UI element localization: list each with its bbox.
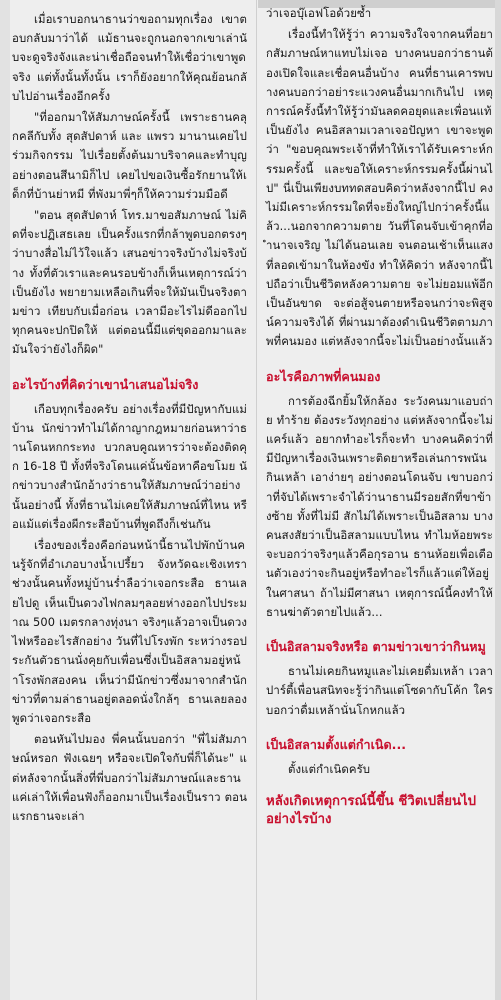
left-paragraph-1: เมื่อเราบอกนาธานว่าขอถามทุกเรื่อง เขาตอบกลับมาว่าได้ แม้ธานจะถูกนอกจากเขาเล่านับจะดูจริงจังและน่าเชื่อถือจนทำให้เชื่อว่าเขาพูดจริง แต่ทั้งนั้นทั้งนั้น เราก็ยังอยากให้คุณย้อนกลับไปอ่านเรื่องอีกครั้ง [12, 12, 247, 103]
right-paragraph-2: เรื่องนี้ทำให้รู้ว่า ความจริงใจจากคนที่อยากสัมภาษณ์หาแทบไม่เจอ บางคนบอกว่าธานต้องเปิดใจและเชื่อคนอื่นบ้าง คนที่ธานเคารพบางคนบอกว่าอย่าระแวงคนอื่นมากเกินไป เหตุการณ์ครั้งนี้ทำให้รู้ว่ามันลดคอยุดและเพื่อนแท้เป็นยังไง คนอิสลามเวลาเจอปัญหา เขาจะพูดว่า "ขอบคุณพระเจ้าที่ทำให้เราได้รับเคราะห์กรรมครั้งนี้ และขอให้เคราะห์กรรมครั้งนี้ผ่านไป" นี่เป็นเพียงบททดสอบคิดว่าหลังจากนี้ไป คงไม่มีเคราะห์กรรมใดที่จะยิ่งใหญ่ไปกว่าครั้งนี้แล้ว...นอกจากความตาย วันที่โดนจับเข้าคุกที่อำนาจเจริญ ไม่ได้นอนเลย จนตอนเช้าเห็นแสงที่ลอดเข้ามาในห้องขัง ทำให้คิดว่า หลังจากนี้ไปถือว่าเป็นชีวิตหลังความตาย จะไม่ยอมแพ้อีกเป็นอันขาด จะต่อสู้จนตายหรือจนกว่าจะพิสูจน์ความจริงได้ ที่ผ่านมาต้องดำเนินชีวิตตามภาพที่คนมอง แต่หลังจากนี้จะไม่เป็นอย่างนั้นแล้ว [266, 27, 493, 349]
left-paragraph-6: ตอนหันไปมอง พี่คนนั้นบอกว่า "พี่ไม่สัมภาษณ์หรอก ฟังเฉยๆ หรือจะเปิดใจกับพี่ก็ได้นะ" แต่หลังจากนั้นสิ่งที่พี่บอกว่าไม่สัมภาษณ์และธานแค่เล่าให้เพื่อนฟังก็ออกมาเป็นเรื่องเป็นราว ตอนแรกธานจะเล่า [12, 732, 247, 823]
left-heading-untrue-news: อะไรบ้างที่คิดว่าเขานำเสนอไม่จริง [12, 376, 199, 392]
right-heading-life-change: หลังเกิดเหตุการณ์นี้ขึ้น ชีวิตเปลี่ยนไปอย่างไรบ้าง [266, 793, 477, 827]
right-paragraph-5: ตั้งแต่กำเนิดครับ [288, 761, 371, 776]
left-paragraph-5: เรื่องของเรื่องคือก่อนหน้านี้ธานไปพักบ้านคนรู้จักที่อำเภอบางน้ำเปรี้ยว จังหวัดฉะเชิงเทรา ช่วงนั้นคนทั้งหมู่บ้านร่ำลือว่าเจอกระสือ ธานเลยไปดู เห็นเป็นดวงไฟกลมๆลอยห่างออกไปประมาณ 500 เมตรกลางทุ่งนา จริงๆแล้วอาจเป็นดวงไฟหรืออะไรสักอย่าง วันที่ไปโรงพัก ระหว่างรอประกันตัวธานนั่งคุยกับเพื่อนซึ่งเป็นอิสลามอยู่หน้าโรงพักสองคน เห็นว่ามีนักข่าวซึ่งมาจากสำนักข่าวที่ตามล่าธานอยู่ตลอดนั่งใกล้ๆ ธานเลยลองพูดว่าเจอกระสือ [12, 538, 247, 725]
right-paragraph-1: ว่าเจอบุ๊เอฟโอด้วยซ้ำ [266, 6, 372, 20]
column-divider [256, 0, 257, 1000]
right-paragraph-3: การต้องฉีกยิ้มให้กล้อง ระวังคนมาแอบถ่าย ทำร้าย ต้องระวังทุกอย่าง แต่หลังจากนี้จะไม่แคร์แล้ว อยากทำอะไรก็จะทำ บางคนคิดว่าที่มีปัญหาเรื่องเงินเพราะติดยาหรือเล่นการพนัน กินเหล้า เอาง่ายๆ อย่างตอนโดนจับ เขาบอกว่าที่จับได้เพราะจำได้ว่านาธานมีรอยสักที่ขาข้างซ้าย ทั้งที่ไม่มี สักไม่ได้เพราะเป็นอิสลาม บางคนสงสัยว่าเป็นอิสลามแบบไหน ทำไมห้อยพระ จะบอกว่าจริงๆแล้วคือกุรอาน ธานห้อยเพื่อเตือนตัวเองว่าจะกินอยู่หรือทำอะไรก็แล้วแต่ให้อยู่ในศาสนา ถ้าไม่มีศาสนา เหตุการณ์นี้คงทำให้ธานฆ่าตัวตายไปแล้ว... [266, 393, 493, 619]
left-paragraph-2: "ที่ออกมาให้สัมภาษณ์ครั้งนี้ เพราะธานคลุกคลีกับทั้ง สุดสัปดาห์ และ แพรว มานานเคยไปร่วมกิจกรรม ไปเรื่อยตั้งต้นมาบริจาคและทำบุญ อย่างตอนสึนามิก็ไป เคยไปขอเงินซื้อรักยานให้เด็กที่บ้านย่าหมี ที่พังมาพี่ๆก็ให้ความร่วมมือดี [12, 110, 247, 201]
left-paragraph-3: "ตอน สุดสัปดาห์ โทร.มาขอสัมภาษณ์ ไม่คิดที่จะปฏิเสธเลย เป็นครั้งแรกที่กล้าพูดบอกตรงๆว่าบางสื่อไม่ไว้ใจแล้ว เสนอข่าวจริงบ้างไม่จริงบ้าง ทั้งที่ตัวเราและคนรอบข้างก็เห็นเหตุการณ์ว่าเป็นยังไง พยายามเหลือเกินที่จะให้มันเป็นจริงตามข่าว เทียบกับเมื่อก่อน เวลามีอะไรไม่ดีออกไป ทุกคนจะปกปิดให้ แต่ตอนนี้มีแต่ขุดออกมาและมันใจว่ายังไงก็ผิด" [12, 208, 247, 357]
right-paragraph-4: ธานไม่เคยกินหมูและไม่เคยดื่มเหล้า เวลาปาร์ตี้เพื่อนสนิทจะรู้ว่ากินแต่โซดากับโค้ก ใครบอกว่าดื่มเหล้านั่นโกหกแล้ว [266, 664, 493, 717]
right-heading-public-image: อะไรคือภาพที่คนมอง [266, 368, 381, 384]
right-heading-islam-pork: เป็นอิสลามจริงหรือ ตามข่าวเขาว่ากินหมู [266, 639, 486, 655]
left-paragraph-4: เกือบทุกเรื่องครับ อย่างเรื่องที่มีปัญหากับแม่บ้าน นักข่าวทำไม่ได้กาญากฎหมายก่อนหาว่าธานโดนหกกระทง บวกลบคูณหารว่าจะต้องติดคุก 16-18 ปี ทั้งที่จริงโดนแค่นั้นข้อหาคือขโมย นักข่าวบางสำนักอ้างว่าธานให้สัมภาษณ์ว่าอย่างนั้นอย่างนี้ ทั้งที่ธานไม่เคยให้สัมภาษณ์ที่ไหน หรือแม้แต่เรื่องผีกระสือบ้านที่พูดถึงก็เช่นกัน [12, 401, 247, 531]
right-column [258, 0, 501, 1000]
right-heading-islam-birth: เป็นอิสลามตั้งแต่กำเนิด... [266, 736, 407, 752]
